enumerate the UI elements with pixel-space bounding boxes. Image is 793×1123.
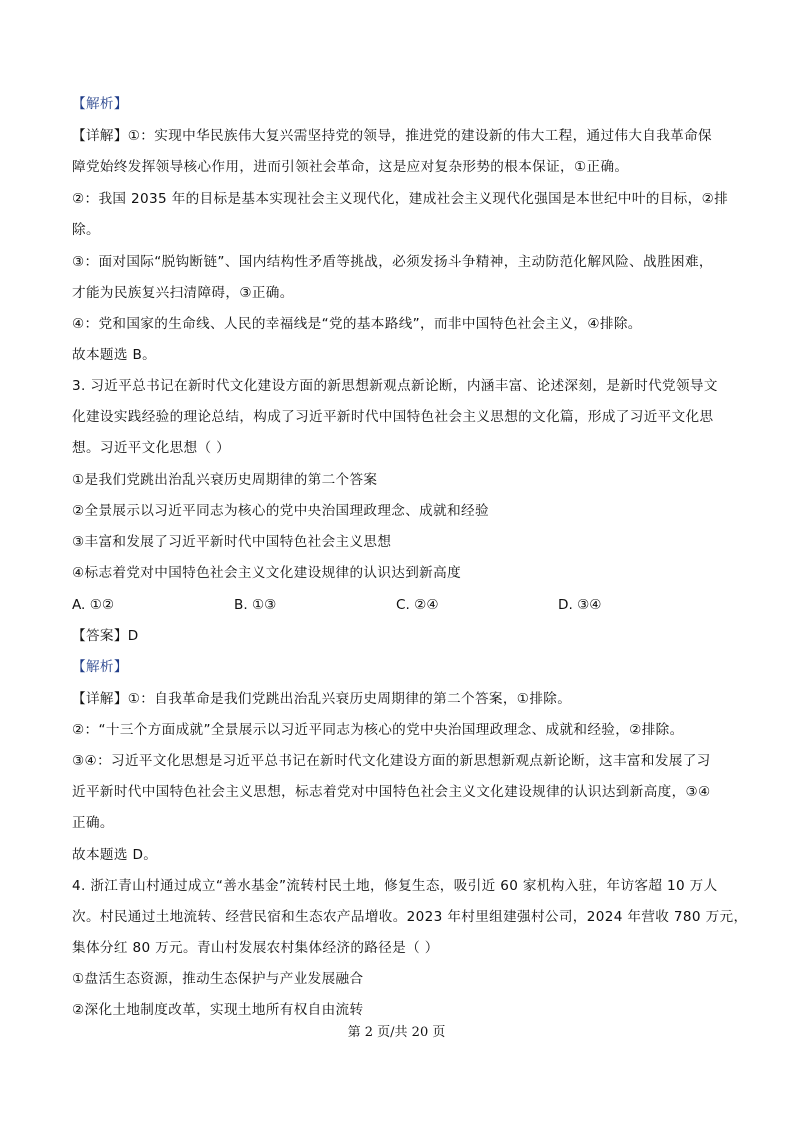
question-4-stem: 4. 浙江青山村通过成立“善水基金”流转村民土地，修复生态，吸引近 60 家机构入驻，年访客超 10 万人 (72, 878, 718, 894)
text-line: 【详解】①：实现中华民族伟大复兴需坚持党的领导，推进党的建设新的伟大工程，通过伟大自我革命保 (72, 128, 713, 144)
section-heading-analysis: 【解析】 (72, 659, 128, 675)
option-d: D. ③④ (558, 597, 602, 613)
section-heading-analysis: 【解析】 (72, 96, 128, 112)
question-3-stem: 3. 习近平总书记在新时代文化建设方面的新思想新观点新论断，内涵丰富、论述深刻，是新时代党领导文 (72, 378, 718, 394)
choice-statement: ①是我们党跳出治乱兴衰历史周期律的第二个答案 (72, 472, 378, 488)
choice-statement: ②深化土地制度改革，实现土地所有权自由流转 (72, 1002, 364, 1018)
text-line: 障党始终发挥领导核心作用，进而引领社会革命，这是应对复杂形势的根本保证，①正确。 (72, 159, 629, 175)
text-line: 才能为民族复兴扫清障碍，③正确。 (72, 285, 294, 301)
choice-statement: ②全景展示以习近平同志为核心的党中央治国理政理念、成就和经验 (72, 503, 489, 519)
choice-statement: ③丰富和发展了习近平新时代中国特色社会主义思想 (72, 534, 392, 550)
text-line: 除。 (72, 222, 100, 238)
text-line: ②：我国 2035 年的目标是基本实现社会主义现代化，建成社会主义现代化强国是本世纪中叶的目标，②排 (72, 191, 729, 207)
answer-key: 【答案】D (72, 628, 139, 644)
text-line: ④：党和国家的生命线、人民的幸福线是“党的基本路线”，而非中国特色社会主义，④排除。 (72, 316, 642, 332)
choice-statement: ④标志着党对中国特色社会主义文化建设规律的认识达到新高度 (72, 565, 462, 581)
answer-options (72, 596, 722, 614)
text-line: 【详解】①：自我革命是我们党跳出治乱兴衰历史周期律的第二个答案，①排除。 (72, 691, 572, 707)
text-line: ②：“十三个方面成就”全景展示以习近平同志为核心的党中央治国理政理念、成就和经验，②排除。 (72, 722, 684, 738)
option-b: B. ①③ (234, 597, 277, 613)
choice-statement: ①盘活生态资源，推动生态保护与产业发展融合 (72, 971, 364, 987)
answer-conclusion: 故本题选 B。 (72, 347, 157, 363)
text-line: 次。村民通过土地流转、经营民宿和生态农产品增收。2023 年村里组建强村公司，2024 年营收 780 万元， (72, 909, 748, 925)
option-c: C. ②④ (396, 597, 439, 613)
text-line: ③④：习近平文化思想是习近平总书记在新时代文化建设方面的新思想新观点新论断，这丰富和发展了习 (72, 753, 711, 769)
text-line: ③：面对国际“脱钩断链”、国内结构性矛盾等挑战，必须发扬斗争精神，主动防范化解风险、战胜困难， (72, 254, 713, 270)
option-a: A. ①② (72, 597, 115, 613)
text-line: 集体分红 80 万元。青山村发展农村集体经济的路径是（ ） (72, 940, 439, 956)
text-line: 化建设实践经验的理论总结，构成了习近平新时代中国特色社会主义思想的文化篇，形成了习近平文化思 (72, 409, 714, 425)
answer-conclusion: 故本题选 D。 (72, 847, 158, 863)
text-line: 近平新时代中国特色社会主义思想，标志着党对中国特色社会主义文化建设规律的认识达到新高度，③④ (72, 784, 711, 800)
page-number-footer: 第 2 页/共 20 页 (347, 1025, 446, 1040)
text-line: 正确。 (72, 815, 114, 831)
text-line: 想。习近平文化思想（ ） (72, 440, 231, 456)
